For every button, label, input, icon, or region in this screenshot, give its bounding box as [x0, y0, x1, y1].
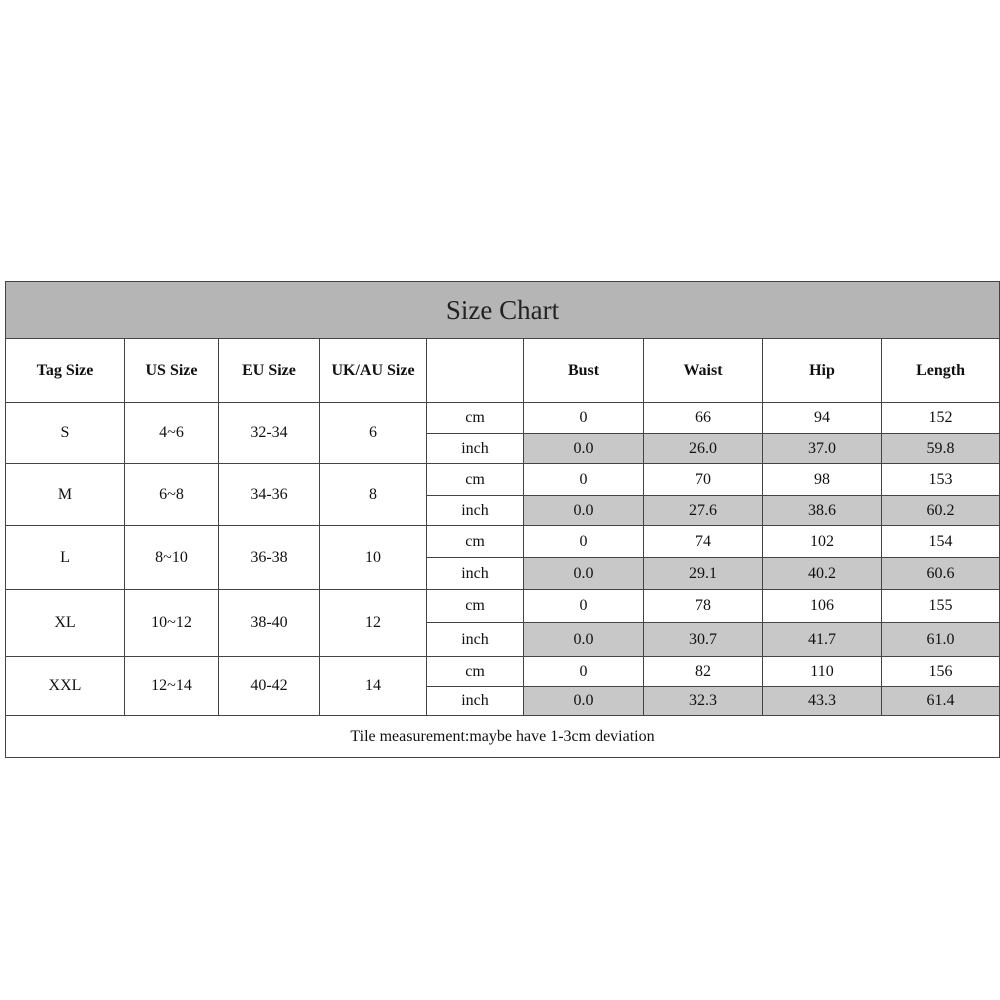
- header-us-size: US Size: [125, 339, 219, 403]
- header-bust: Bust: [524, 339, 644, 403]
- eu-size-cell: 32-34: [219, 403, 320, 464]
- eu-size-cell: 34-36: [219, 464, 320, 526]
- header-hip: Hip: [763, 339, 882, 403]
- bust-value-inch: 0.0: [524, 434, 644, 464]
- length-value-inch: 59.8: [882, 434, 1000, 464]
- header-ukau-size: UK/AU Size: [320, 339, 427, 403]
- chart-title: Size Chart: [6, 282, 1000, 339]
- waist-value-cm: 70: [644, 464, 763, 496]
- bust-value-inch: 0.0: [524, 623, 644, 657]
- hip-value-cm: 106: [763, 590, 882, 623]
- hip-value-inch: 37.0: [763, 434, 882, 464]
- measurement-note: Tile measurement:maybe have 1-3cm deviation: [6, 716, 1000, 758]
- unit-label-inch: inch: [427, 687, 524, 716]
- unit-label-cm: cm: [427, 657, 524, 687]
- unit-label-cm: cm: [427, 464, 524, 496]
- header-unit: [427, 339, 524, 403]
- size-row-cm: [6, 590, 1000, 623]
- size-row-cm: [6, 526, 1000, 558]
- hip-value-cm: 94: [763, 403, 882, 434]
- waist-value-cm: 82: [644, 657, 763, 687]
- bust-value-cm: 0: [524, 526, 644, 558]
- tag-size-cell: XL: [6, 590, 125, 657]
- ukau-size-cell: 12: [320, 590, 427, 657]
- size-row-cm: [6, 403, 1000, 434]
- ukau-size-cell: 10: [320, 526, 427, 590]
- size-chart-body: [6, 403, 1000, 716]
- length-value-cm: 152: [882, 403, 1000, 434]
- length-value-inch: 61.4: [882, 687, 1000, 716]
- length-value-inch: 61.0: [882, 623, 1000, 657]
- waist-value-cm: 78: [644, 590, 763, 623]
- waist-value-inch: 27.6: [644, 496, 763, 526]
- bust-value-cm: 0: [524, 403, 644, 434]
- header-eu-size: EU Size: [219, 339, 320, 403]
- bust-value-cm: 0: [524, 464, 644, 496]
- bust-value-inch: 0.0: [524, 496, 644, 526]
- unit-label-cm: cm: [427, 403, 524, 434]
- waist-value-cm: 74: [644, 526, 763, 558]
- header-tag-size: Tag Size: [6, 339, 125, 403]
- bust-value-cm: 0: [524, 657, 644, 687]
- waist-value-cm: 66: [644, 403, 763, 434]
- us-size-cell: 12~14: [125, 657, 219, 716]
- size-chart-table: [5, 281, 1000, 758]
- header-waist: Waist: [644, 339, 763, 403]
- unit-label-inch: inch: [427, 623, 524, 657]
- ukau-size-cell: 6: [320, 403, 427, 464]
- hip-value-inch: 38.6: [763, 496, 882, 526]
- length-value-cm: 154: [882, 526, 1000, 558]
- header-length: Length: [882, 339, 1000, 403]
- size-row-cm: [6, 464, 1000, 496]
- eu-size-cell: 38-40: [219, 590, 320, 657]
- bust-value-inch: 0.0: [524, 558, 644, 590]
- bust-value-cm: 0: [524, 590, 644, 623]
- length-value-inch: 60.6: [882, 558, 1000, 590]
- hip-value-cm: 110: [763, 657, 882, 687]
- us-size-cell: 8~10: [125, 526, 219, 590]
- us-size-cell: 6~8: [125, 464, 219, 526]
- length-value-cm: 153: [882, 464, 1000, 496]
- waist-value-inch: 30.7: [644, 623, 763, 657]
- waist-value-inch: 26.0: [644, 434, 763, 464]
- hip-value-cm: 98: [763, 464, 882, 496]
- unit-label-cm: cm: [427, 526, 524, 558]
- tag-size-cell: L: [6, 526, 125, 590]
- ukau-size-cell: 14: [320, 657, 427, 716]
- hip-value-inch: 43.3: [763, 687, 882, 716]
- length-value-cm: 155: [882, 590, 1000, 623]
- tag-size-cell: S: [6, 403, 125, 464]
- bust-value-inch: 0.0: [524, 687, 644, 716]
- unit-label-cm: cm: [427, 590, 524, 623]
- length-value-inch: 60.2: [882, 496, 1000, 526]
- tag-size-cell: XXL: [6, 657, 125, 716]
- eu-size-cell: 40-42: [219, 657, 320, 716]
- hip-value-inch: 41.7: [763, 623, 882, 657]
- eu-size-cell: 36-38: [219, 526, 320, 590]
- unit-label-inch: inch: [427, 434, 524, 464]
- waist-value-inch: 29.1: [644, 558, 763, 590]
- hip-value-cm: 102: [763, 526, 882, 558]
- hip-value-inch: 40.2: [763, 558, 882, 590]
- us-size-cell: 4~6: [125, 403, 219, 464]
- waist-value-inch: 32.3: [644, 687, 763, 716]
- length-value-cm: 156: [882, 657, 1000, 687]
- unit-label-inch: inch: [427, 558, 524, 590]
- size-row-cm: [6, 657, 1000, 687]
- us-size-cell: 10~12: [125, 590, 219, 657]
- ukau-size-cell: 8: [320, 464, 427, 526]
- unit-label-inch: inch: [427, 496, 524, 526]
- tag-size-cell: M: [6, 464, 125, 526]
